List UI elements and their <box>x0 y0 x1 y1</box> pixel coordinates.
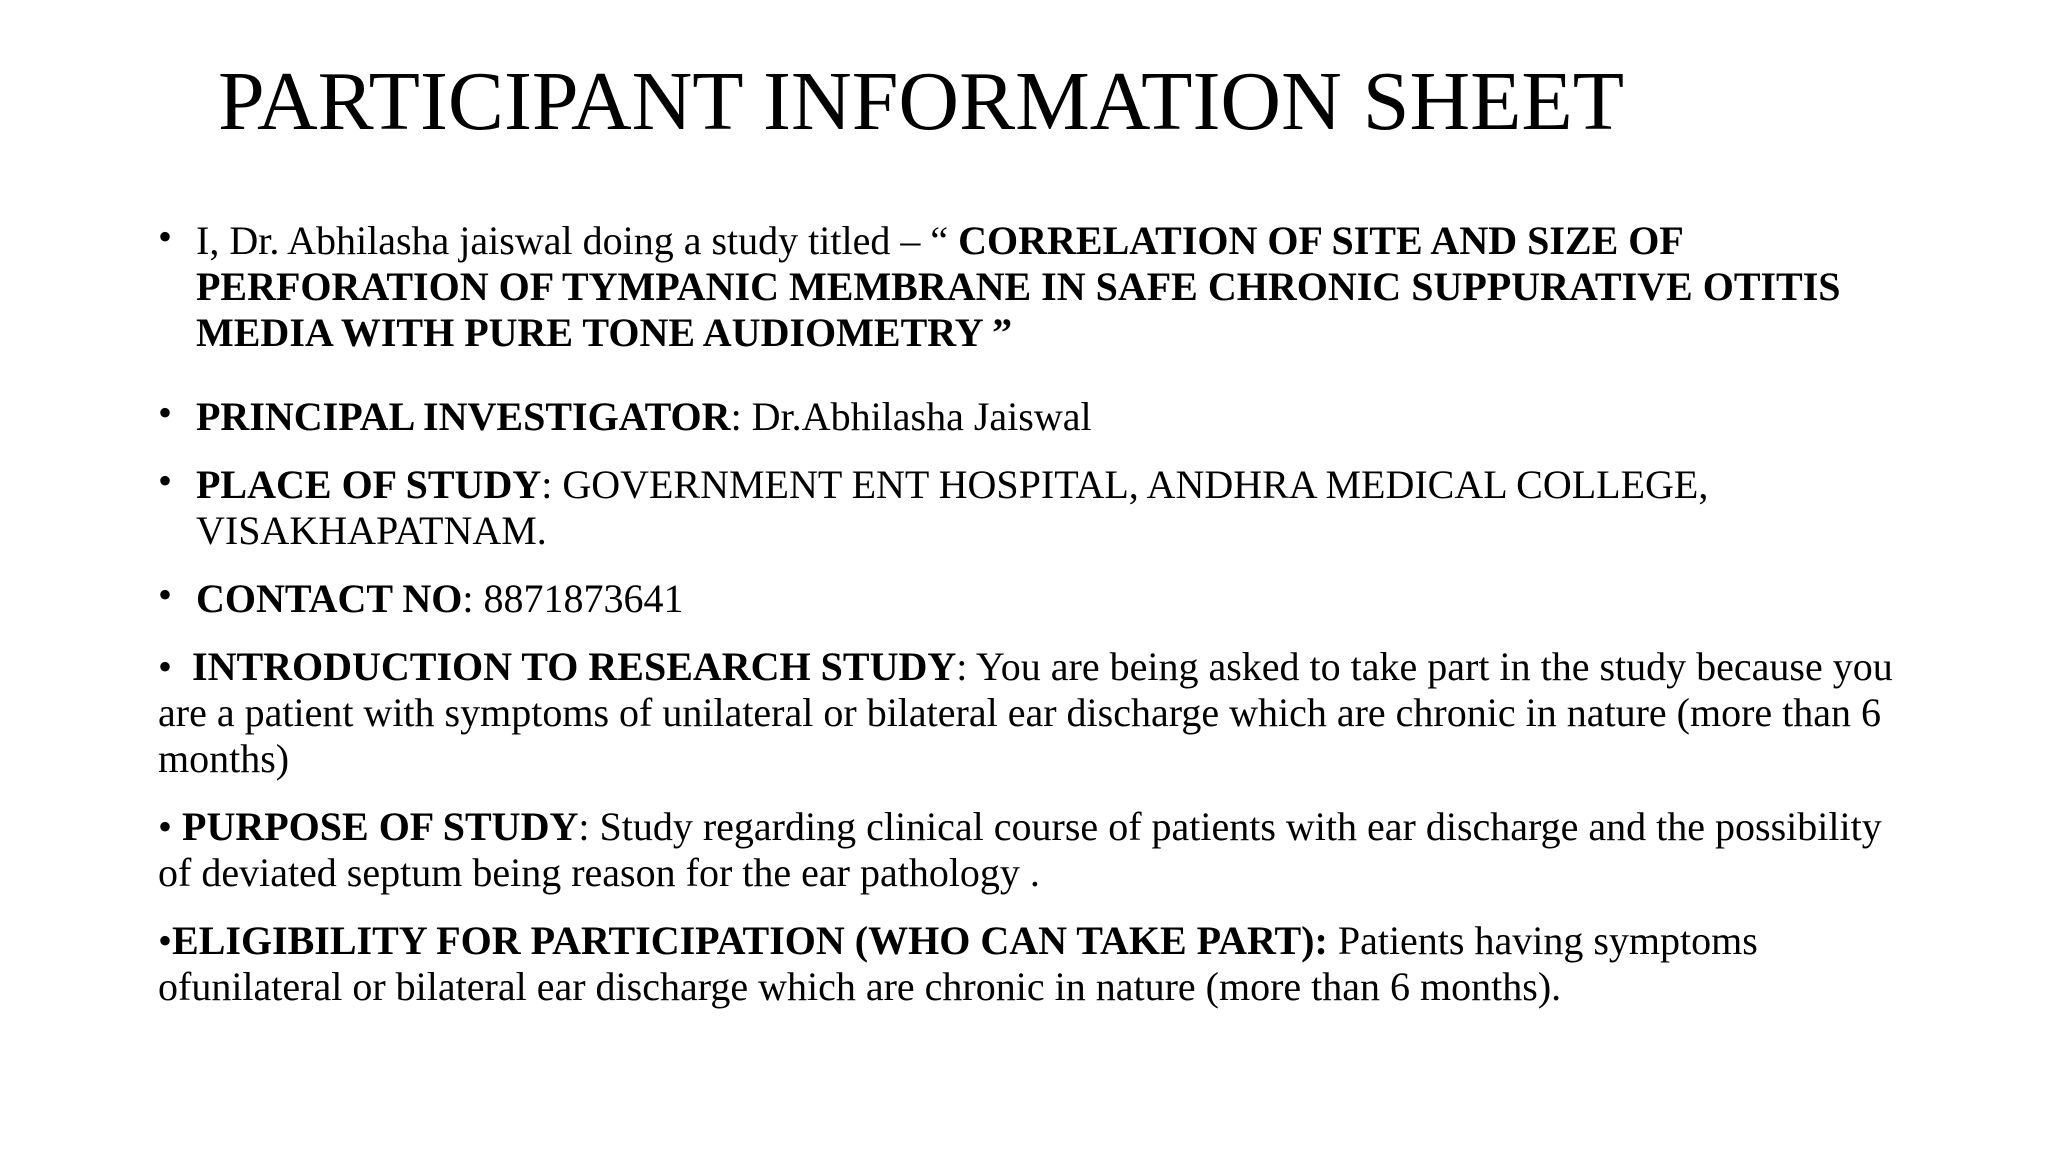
introduction-label: INTRODUCTION TO RESEARCH STUDY <box>192 644 957 689</box>
contact-no-label: CONTACT NO <box>196 576 463 621</box>
list-item-study-title <box>158 214 1898 356</box>
bullet-list <box>158 214 1898 1010</box>
study-intro-text: I, Dr. Abhilasha jaiswal doing a study titled – “ <box>196 218 959 263</box>
bullet-icon: • <box>158 644 173 689</box>
bullet-icon: • <box>158 918 173 963</box>
eligibility-value: Patients having symptoms ofunilateral or bilateral ear discharge which are chronic in nature (more than 6 months). <box>158 918 1758 1009</box>
place-of-study-value: : GOVERNMENT ENT HOSPITAL, ANDHRA MEDICAL COLLEGE, VISAKHAPATNAM. <box>196 462 1709 553</box>
slide-title: PARTICIPANT INFORMATION SHEET <box>218 55 1625 148</box>
purpose-value: : Study regarding clinical course of patients with ear discharge and the possibility of deviated septum being reason for the ear pathology . <box>158 804 1882 895</box>
principal-investigator-value: : Dr.Abhilasha Jaiswal <box>730 394 1092 439</box>
eligibility-label: ELIGIBILITY FOR PARTICIPATION (WHO CAN TAKE PART): <box>172 918 1328 963</box>
bullet-icon: • <box>158 572 173 617</box>
bullet-icon: • <box>158 214 173 259</box>
bullet-icon: • <box>158 390 173 435</box>
study-title-text: CORRELATION OF SITE AND SIZE OF PERFORATION OF TYMPANIC MEMBRANE IN SAFE CHRONIC SUPPURATIVE OTITIS MEDIA WITH PURE TONE AUDIOMETRY ” <box>196 218 1841 355</box>
list-item-introduction <box>158 644 1898 782</box>
principal-investigator-label: PRINCIPAL INVESTIGATOR <box>196 394 731 439</box>
contact-no-value: : 8871873641 <box>462 576 684 621</box>
purpose-label: PURPOSE OF STUDY <box>182 804 579 849</box>
list-item-purpose <box>158 804 1898 896</box>
list-item-contact-no <box>158 572 1898 622</box>
introduction-value: : You are being asked to take part in the study because you are a patient with symptoms of unilateral or bilateral ear discharge which are chronic in nature (more than 6 months) <box>158 644 1893 781</box>
list-item-principal-investigator <box>158 390 1898 440</box>
place-of-study-label: PLACE OF STUDY <box>196 462 542 507</box>
bullet-icon: • <box>158 458 173 503</box>
list-item-place-of-study <box>158 458 1898 554</box>
bullet-icon: • <box>158 804 173 849</box>
list-item-eligibility <box>158 918 1898 1010</box>
